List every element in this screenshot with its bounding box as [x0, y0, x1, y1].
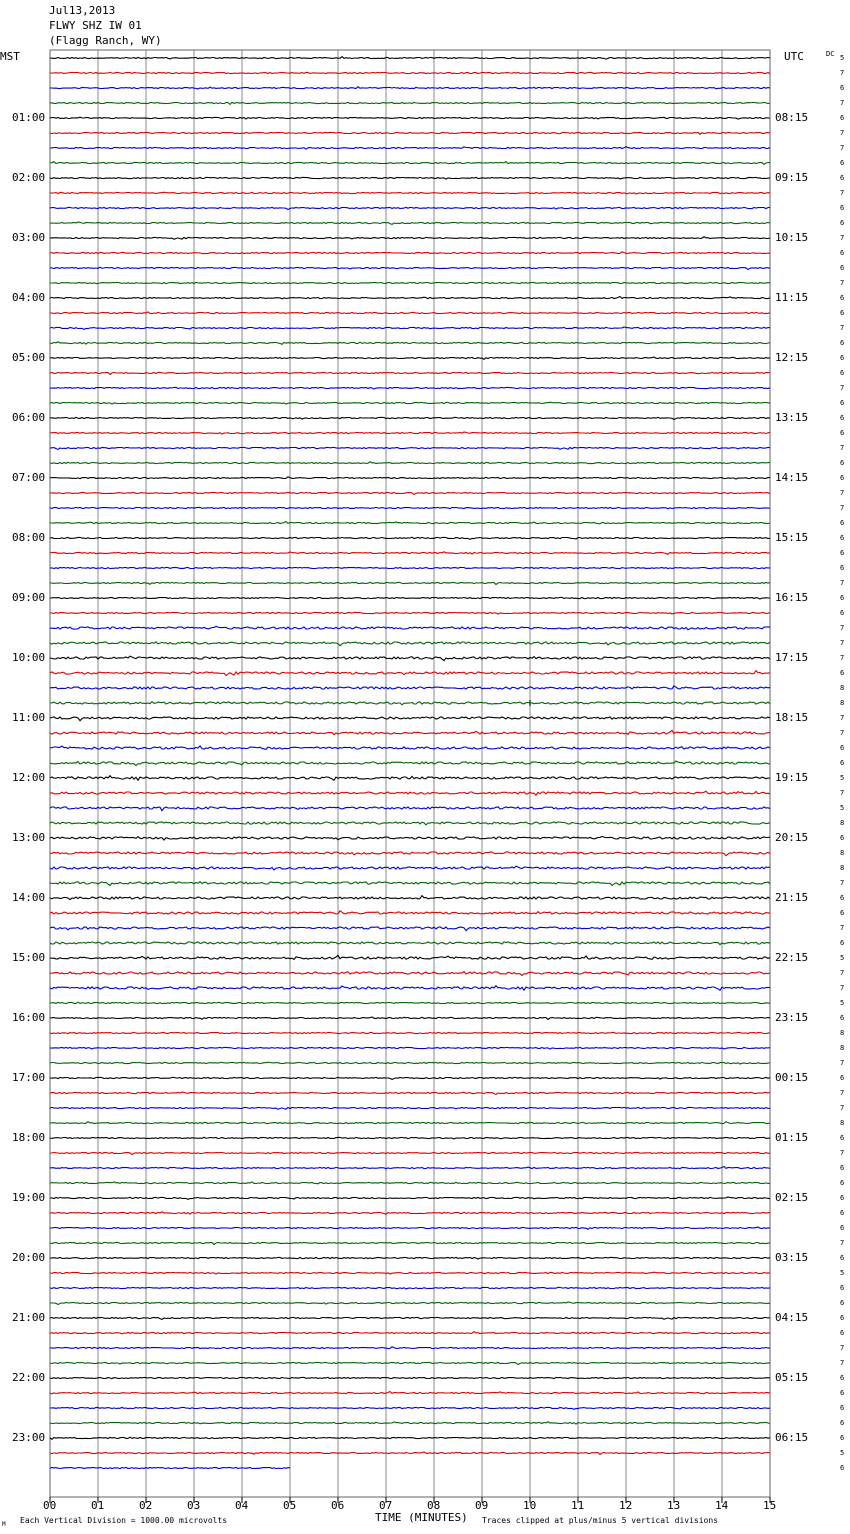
dc-column-label: DC [826, 50, 835, 58]
dc-offset-value: 7 [840, 714, 845, 722]
dc-offset-value: 5 [840, 954, 845, 962]
trace-line [50, 761, 770, 766]
trace-line [50, 102, 770, 104]
trace-line [50, 1152, 770, 1154]
dc-offset-value: 7 [840, 1104, 845, 1112]
trace-line [50, 207, 770, 209]
x-tick-label: 04 [235, 1499, 249, 1512]
x-tick-label: 13 [667, 1499, 681, 1512]
dc-offset-value: 5 [840, 1449, 845, 1457]
utc-hour-label: 21:15 [775, 891, 809, 904]
utc-hour-label: 23:15 [775, 1011, 809, 1024]
x-tick-label: 14 [715, 1499, 729, 1512]
utc-hour-label: 08:15 [775, 111, 809, 124]
utc-axis-label: UTC [784, 50, 804, 63]
dc-offset-value: 8 [840, 864, 845, 872]
trace-line [50, 642, 770, 646]
dc-offset-value: 6 [840, 1404, 845, 1412]
trace-line [50, 1002, 770, 1004]
trace-line [50, 1092, 770, 1094]
mst-hour-label: 18:00 [12, 1131, 46, 1144]
mst-hour-label: 07:00 [12, 471, 46, 484]
dc-offset-value: 7 [840, 324, 845, 332]
dc-offset-value: 6 [840, 264, 845, 272]
dc-offset-value: 8 [840, 819, 845, 827]
dc-offset-value: 6 [840, 519, 845, 527]
dc-offset-value: 6 [840, 399, 845, 407]
utc-hour-label: 11:15 [775, 291, 809, 304]
dc-offset-value: 7 [840, 579, 845, 587]
dc-offset-value: 6 [840, 294, 845, 302]
utc-hour-label: 12:15 [775, 351, 809, 364]
dc-offset-value: 7 [840, 984, 845, 992]
dc-offset-value: 7 [840, 1344, 845, 1352]
mst-hour-label: 14:00 [12, 891, 46, 904]
trace-line [50, 656, 770, 660]
dc-offset-value: 7 [840, 384, 845, 392]
trace-line [50, 237, 770, 240]
dc-offset-value: 6 [840, 1194, 845, 1202]
mst-hour-label: 04:00 [12, 291, 46, 304]
trace-line [50, 387, 770, 389]
trace-line [50, 1032, 770, 1033]
trace-line [50, 986, 770, 991]
x-tick-label: 01 [91, 1499, 105, 1512]
utc-hour-label: 05:15 [775, 1371, 809, 1384]
dc-offset-value: 7 [840, 189, 845, 197]
mst-hour-label: 10:00 [12, 651, 46, 664]
x-tick-label: 00 [43, 1499, 57, 1512]
trace-line [50, 626, 770, 629]
dc-offset-value: 6 [840, 939, 845, 947]
trace-line [50, 177, 770, 179]
trace-line [50, 1047, 770, 1049]
x-tick-label: 08 [427, 1499, 441, 1512]
dc-offset-value: 7 [840, 1239, 845, 1247]
dc-offset-value: 8 [840, 849, 845, 857]
dc-offset-value: 6 [840, 1179, 845, 1187]
trace-line [50, 267, 770, 269]
trace-line [50, 312, 770, 314]
dc-offset-value: 7 [840, 99, 845, 107]
dc-offset-value: 7 [840, 1359, 845, 1367]
dc-offset-value: 5 [840, 1269, 845, 1277]
utc-hour-label: 19:15 [775, 771, 809, 784]
dc-offset-value: 6 [840, 114, 845, 122]
dc-offset-value: 6 [840, 1284, 845, 1292]
dc-offset-value: 7 [840, 924, 845, 932]
trace-line [50, 1242, 770, 1244]
x-tick-label: 07 [379, 1499, 393, 1512]
dc-offset-value: 6 [840, 1329, 845, 1337]
trace-line [50, 372, 770, 374]
trace-line [50, 1452, 770, 1455]
utc-hour-label: 18:15 [775, 711, 809, 724]
dc-offset-value: 6 [840, 609, 845, 617]
trace-line [50, 1467, 290, 1468]
dc-offset-value: 6 [840, 309, 845, 317]
dc-offset-value: 5 [840, 774, 845, 782]
mst-hour-label: 01:00 [12, 111, 46, 124]
dc-offset-value: 6 [840, 219, 845, 227]
trace-line [50, 1407, 770, 1409]
trace-line [50, 1182, 770, 1184]
dc-offset-value: 6 [840, 249, 845, 257]
trace-line [50, 342, 770, 345]
trace-line [50, 417, 770, 419]
dc-offset-value: 6 [840, 1389, 845, 1397]
dc-offset-value: 7 [840, 69, 845, 77]
trace-line [50, 507, 770, 509]
trace-line [50, 1077, 770, 1079]
trace-line [50, 836, 770, 840]
trace-line [50, 776, 770, 781]
dc-offset-value: 6 [840, 339, 845, 347]
dc-offset-value: 6 [840, 834, 845, 842]
dc-offset-value: 6 [840, 429, 845, 437]
trace-line [50, 357, 770, 359]
trace-line [50, 1332, 770, 1334]
trace-line [50, 492, 770, 494]
station-location: (Flagg Ranch, WY) [49, 34, 162, 47]
trace-line [50, 955, 770, 959]
trace-line [50, 447, 770, 449]
dc-offset-value: 8 [840, 699, 845, 707]
trace-line [50, 57, 770, 60]
corner-mark: M [2, 1521, 6, 1528]
dc-offset-value: 6 [840, 1209, 845, 1217]
trace-line [50, 477, 770, 479]
x-tick-label: 15 [763, 1499, 777, 1512]
dc-offset-value: 7 [840, 639, 845, 647]
trace-line [50, 822, 770, 825]
dc-offset-value: 6 [840, 564, 845, 572]
trace-line [50, 162, 770, 165]
trace-line [50, 717, 770, 721]
trace-line [50, 297, 770, 299]
trace-line [50, 282, 770, 283]
mst-hour-label: 12:00 [12, 771, 46, 784]
dc-offset-value: 6 [840, 414, 845, 422]
trace-line [50, 1062, 770, 1064]
x-tick-label: 10 [523, 1499, 537, 1512]
dc-offset-value: 6 [840, 744, 845, 752]
dc-offset-value: 8 [840, 1044, 845, 1052]
x-axis-title: TIME (MINUTES) [375, 1511, 468, 1524]
trace-line [50, 567, 770, 568]
dc-offset-value: 6 [840, 759, 845, 767]
dc-offset-value: 6 [840, 204, 845, 212]
trace-line [50, 972, 770, 976]
trace-line [50, 866, 770, 870]
trace-line [50, 582, 770, 585]
dc-offset-value: 6 [840, 669, 845, 677]
dc-offset-value: 7 [840, 729, 845, 737]
dc-offset-value: 6 [840, 1314, 845, 1322]
dc-offset-value: 6 [840, 474, 845, 482]
dc-offset-value: 7 [840, 1059, 845, 1067]
mst-hour-label: 23:00 [12, 1431, 46, 1444]
dc-offset-value: 7 [840, 444, 845, 452]
trace-line [50, 1257, 770, 1259]
utc-hour-label: 10:15 [775, 231, 809, 244]
dc-offset-value: 6 [840, 1224, 845, 1232]
x-tick-label: 11 [571, 1499, 585, 1512]
trace-line [50, 1122, 770, 1124]
trace-line [50, 686, 770, 689]
dc-offset-value: 5 [840, 804, 845, 812]
trace-line [50, 402, 770, 404]
x-tick-label: 09 [475, 1499, 489, 1512]
dc-offset-value: 6 [840, 1014, 845, 1022]
utc-hour-label: 02:15 [775, 1191, 809, 1204]
clip-note: Traces clipped at plus/minus 5 vertical divisions [482, 1516, 719, 1525]
trace-line [50, 72, 770, 73]
dc-offset-value: 7 [840, 789, 845, 797]
dc-offset-value: 7 [840, 144, 845, 152]
mst-hour-label: 15:00 [12, 951, 46, 964]
utc-hour-label: 14:15 [775, 471, 809, 484]
dc-offset-value: 6 [840, 1374, 845, 1382]
dc-offset-value: 8 [840, 1119, 845, 1127]
dc-offset-value: 5 [840, 54, 845, 62]
trace-line [50, 1362, 770, 1364]
mst-hour-label: 02:00 [12, 171, 46, 184]
mst-hour-label: 22:00 [12, 1371, 46, 1384]
mst-hour-label: 16:00 [12, 1011, 46, 1024]
utc-hour-label: 01:15 [775, 1131, 809, 1144]
trace-line [50, 432, 770, 434]
dc-offset-value: 6 [840, 174, 845, 182]
trace-line [50, 1197, 770, 1200]
trace-line [50, 327, 770, 330]
trace-line [50, 1377, 770, 1378]
trace-line [50, 222, 770, 224]
dc-offset-value: 6 [840, 1134, 845, 1142]
dc-offset-value: 7 [840, 504, 845, 512]
dc-offset-value: 6 [840, 1164, 845, 1172]
dc-offset-value: 6 [840, 1464, 845, 1472]
trace-line [50, 117, 770, 119]
dc-offset-value: 7 [840, 489, 845, 497]
trace-line [50, 852, 770, 856]
dc-offset-value: 6 [840, 1434, 845, 1442]
trace-line [50, 671, 770, 676]
dc-offset-value: 6 [840, 534, 845, 542]
dc-offset-value: 6 [840, 354, 845, 362]
trace-line [50, 1272, 770, 1274]
dc-offset-value: 6 [840, 459, 845, 467]
x-tick-label: 02 [139, 1499, 153, 1512]
mst-hour-label: 19:00 [12, 1191, 46, 1204]
trace-line [50, 537, 770, 539]
dc-offset-value: 7 [840, 969, 845, 977]
trace-line [50, 87, 770, 89]
dc-offset-value: 8 [840, 684, 845, 692]
trace-line [50, 1287, 770, 1289]
utc-hour-label: 13:15 [775, 411, 809, 424]
mst-hour-label: 03:00 [12, 231, 46, 244]
trace-line [50, 147, 770, 150]
trace-line [50, 746, 770, 750]
trace-line [50, 1302, 770, 1305]
trace-line [50, 791, 770, 795]
trace-line [50, 1107, 770, 1109]
dc-offset-value: 7 [840, 129, 845, 137]
trace-line [50, 911, 770, 914]
dc-offset-value: 6 [840, 1299, 845, 1307]
trace-line [50, 730, 770, 734]
trace-line [50, 702, 770, 705]
mst-axis-label: MST [0, 50, 20, 63]
trace-line [50, 1392, 770, 1394]
utc-hour-label: 09:15 [775, 171, 809, 184]
mst-hour-label: 08:00 [12, 531, 46, 544]
dc-offset-value: 7 [840, 279, 845, 287]
trace-line [50, 252, 770, 254]
dc-offset-value: 6 [840, 369, 845, 377]
trace-line [50, 927, 770, 931]
utc-hour-label: 00:15 [775, 1071, 809, 1084]
x-tick-label: 12 [619, 1499, 633, 1512]
trace-line [50, 1227, 770, 1229]
trace-line [50, 1347, 770, 1349]
dc-offset-value: 6 [840, 1419, 845, 1427]
utc-hour-label: 20:15 [775, 831, 809, 844]
dc-offset-value: 6 [840, 84, 845, 92]
dc-offset-value: 7 [840, 1149, 845, 1157]
mst-hour-label: 09:00 [12, 591, 46, 604]
scale-note: Each Vertical Division = 1000.00 microvolts [20, 1516, 228, 1525]
trace-line [50, 896, 770, 900]
dc-offset-value: 7 [840, 879, 845, 887]
trace-line [50, 597, 770, 599]
dc-offset-value: 6 [840, 1074, 845, 1082]
dc-offset-value: 6 [840, 894, 845, 902]
station-code: FLWY SHZ IW 01 [49, 19, 142, 32]
trace-line [50, 942, 770, 945]
x-tick-label: 03 [187, 1499, 201, 1512]
utc-hour-label: 15:15 [775, 531, 809, 544]
trace-line [50, 522, 770, 524]
trace-line [50, 462, 770, 464]
dc-offset-value: 7 [840, 654, 845, 662]
dc-offset-value: 6 [840, 909, 845, 917]
mst-hour-label: 13:00 [12, 831, 46, 844]
trace-line [50, 1017, 770, 1020]
trace-line [50, 1437, 770, 1439]
utc-hour-label: 03:15 [775, 1251, 809, 1264]
trace-line [50, 1167, 770, 1169]
mst-hour-label: 21:00 [12, 1311, 46, 1324]
trace-line [50, 192, 770, 194]
trace-line [50, 1422, 770, 1424]
mst-hour-label: 17:00 [12, 1071, 46, 1084]
mst-hour-label: 05:00 [12, 351, 46, 364]
utc-hour-label: 04:15 [775, 1311, 809, 1324]
plot-date: Jul13,2013 [49, 4, 116, 17]
dc-offset-value: 6 [840, 159, 845, 167]
mst-hour-label: 11:00 [12, 711, 46, 724]
x-tick-label: 06 [331, 1499, 345, 1512]
trace-line [50, 1317, 770, 1319]
trace-line [50, 132, 770, 134]
utc-hour-label: 17:15 [775, 651, 809, 664]
dc-offset-value: 5 [840, 999, 845, 1007]
utc-hour-label: 16:15 [775, 591, 809, 604]
trace-line [50, 882, 770, 886]
dc-offset-value: 7 [840, 1089, 845, 1097]
mst-hour-label: 06:00 [12, 411, 46, 424]
mst-hour-label: 20:00 [12, 1251, 46, 1264]
trace-line [50, 807, 770, 811]
utc-hour-label: 22:15 [775, 951, 809, 964]
dc-offset-value: 8 [840, 1029, 845, 1037]
x-tick-label: 05 [283, 1499, 297, 1512]
dc-offset-value: 6 [840, 1254, 845, 1262]
dc-offset-value: 6 [840, 594, 845, 602]
trace-line [50, 612, 770, 614]
dc-offset-value: 6 [840, 549, 845, 557]
trace-line [50, 1137, 770, 1139]
trace-line [50, 1212, 770, 1215]
dc-offset-value: 7 [840, 624, 845, 632]
dc-offset-value: 7 [840, 234, 845, 242]
trace-line [50, 552, 770, 555]
utc-hour-label: 06:15 [775, 1431, 809, 1444]
